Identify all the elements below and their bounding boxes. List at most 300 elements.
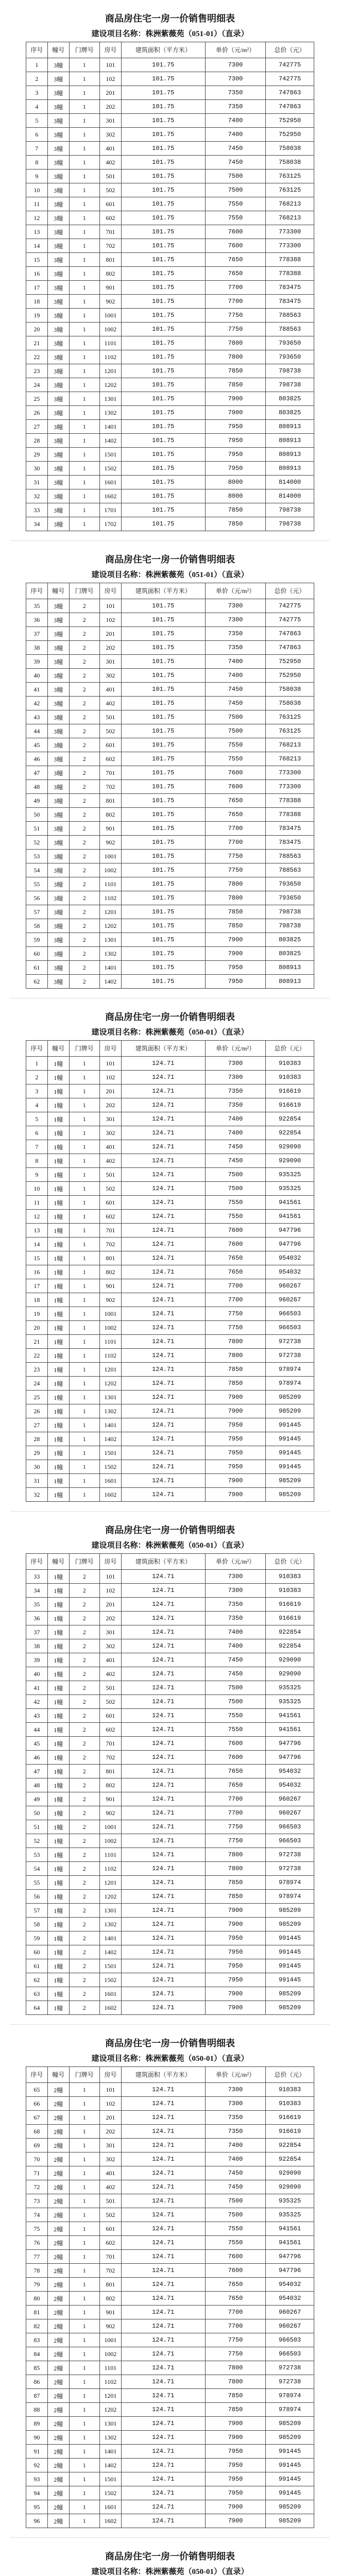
table-cell: 1 [69,2125,99,2139]
table-row [26,225,314,239]
table-cell: 1 [69,1238,99,1251]
table-cell: 101.75 [121,738,205,752]
table-cell: 758038 [266,156,314,170]
table-cell: 7750 [205,863,265,877]
table-cell: 30 [26,1460,48,1474]
table-cell: 3幢 [47,752,69,766]
table-cell: 1 [69,239,99,253]
table-cell: 101.75 [121,503,205,517]
table-row [26,933,314,947]
table-cell: 2幢 [47,2486,69,2500]
column-header: 门牌号 [69,1554,99,1570]
table-row [26,1474,314,1488]
table-row [26,1806,314,1820]
table-cell: 46 [26,1751,48,1765]
table-cell: 3幢 [47,225,69,239]
table-cell: 61 [26,1959,48,1973]
table-cell: 124.71 [121,1695,205,1709]
table-cell: 702 [99,2264,121,2278]
table-cell: 768213 [266,752,314,766]
table-cell: 3幢 [47,905,69,919]
table-cell: 44 [26,1723,48,1737]
table-cell: 201 [99,86,121,100]
table-cell: 12 [26,211,48,225]
table-cell: 101.75 [121,156,205,170]
table-row [26,1377,314,1391]
table-cell: 83 [26,2333,48,2347]
table-cell: 1幢 [47,1848,69,1862]
table-cell: 401 [99,683,121,697]
table-cell: 2 [69,891,99,905]
table-cell: 124.71 [121,2292,205,2306]
table-cell: 124.71 [121,1862,205,1876]
table-row [26,281,314,295]
table-row [26,1363,314,1377]
table-cell: 124.71 [121,1488,205,1502]
table-cell: 101.75 [121,142,205,156]
table-cell: 25 [26,1391,48,1404]
table-row [26,1584,314,1598]
sheet-divider [10,1502,330,1512]
table-cell: 960267 [266,2306,314,2319]
table-cell: 1401 [99,1931,121,1945]
table-cell: 7400 [205,1126,265,1140]
table-cell: 7300 [205,58,265,72]
table-cell: 7650 [205,1765,265,1778]
table-cell: 1 [69,392,99,406]
table-cell: 41 [26,1681,48,1695]
table-cell: 124.71 [121,1709,205,1723]
table-cell: 124.71 [121,1251,205,1265]
table-cell: 124.71 [121,2500,205,2514]
column-header: 总价（元） [266,1041,314,1057]
table-cell: 1幢 [47,1695,69,1709]
table-cell: 7450 [205,697,265,710]
table-cell: 991445 [266,2472,314,2486]
table-cell: 54 [26,1862,48,1876]
table-cell: 916619 [266,1098,314,1112]
table-cell: 985209 [266,1391,314,1404]
table-row [26,1945,314,1959]
table-cell: 1幢 [47,1154,69,1168]
sheet-title: 商品房住宅一房一价销售明细表 [105,1012,235,1022]
table-cell: 1 [69,2347,99,2361]
table-row [26,1625,314,1639]
table-cell: 7950 [205,462,265,476]
table-cell: 1幢 [47,1625,69,1639]
column-header: 房号 [99,583,121,599]
table-cell: 1幢 [47,1681,69,1695]
table-cell: 1 [69,1404,99,1418]
table-cell: 82 [26,2319,48,2333]
table-cell: 7900 [205,1474,265,1488]
table-cell: 7700 [205,2319,265,2333]
table-cell: 102 [99,72,121,86]
table-row [26,1598,314,1612]
table-cell: 3幢 [47,655,69,669]
table-cell: 502 [99,2208,121,2222]
table-cell: 124.71 [121,1363,205,1377]
table-cell: 768213 [266,738,314,752]
table-row [26,2264,314,2278]
table-cell: 7850 [205,1890,265,1904]
table-cell: 79 [26,2278,48,2292]
table-cell: 1幢 [47,1945,69,1959]
table-cell: 7750 [205,1321,265,1335]
table-cell: 3幢 [47,863,69,877]
table-cell: 124.71 [121,2236,205,2250]
table-cell: 801 [99,794,121,808]
table-cell: 1 [69,2208,99,2222]
table-cell: 3幢 [47,836,69,850]
table-cell: 773300 [266,225,314,239]
table-cell: 1 [69,1363,99,1377]
table-cell: 101.75 [121,170,205,183]
table-cell: 7900 [205,947,265,961]
table-row [26,1084,314,1098]
table-cell: 1 [69,1391,99,1404]
table-cell: 124.71 [121,1876,205,1890]
table-cell: 301 [99,2139,121,2153]
table-cell: 7650 [205,794,265,808]
column-header: 总价（元） [266,2067,314,2083]
table-cell: 1 [69,2111,99,2125]
column-header: 门牌号 [69,42,99,58]
table-cell: 2 [69,1598,99,1612]
table-cell: 201 [99,2111,121,2125]
table-cell: 2 [69,1945,99,1959]
table-cell: 7800 [205,350,265,364]
table-cell: 966503 [266,1820,314,1834]
table-cell: 63 [26,1987,48,2001]
table-cell: 742775 [266,72,314,86]
table-row [26,2333,314,2347]
table-cell: 929090 [266,1667,314,1681]
price-table [26,42,314,531]
column-header: 单价（元/m²） [205,42,265,58]
table-row [26,489,314,503]
table-cell: 1幢 [47,1140,69,1154]
table-cell: 1幢 [47,1307,69,1321]
table-row [26,2500,314,2514]
table-cell: 1 [69,1140,99,1154]
table-cell: 7550 [205,197,265,211]
table-cell: 1幢 [47,2001,69,2015]
table-cell: 742775 [266,599,314,613]
table-row [26,72,314,86]
table-cell: 47 [26,1765,48,1778]
table-cell: 124.71 [121,1210,205,1224]
price-sheet [26,0,314,531]
table-cell: 902 [99,295,121,309]
table-cell: 7650 [205,253,265,267]
table-cell: 124.71 [121,1168,205,1182]
table-cell: 1 [69,2403,99,2417]
table-cell: 3幢 [47,336,69,350]
table-cell: 3幢 [47,128,69,142]
table-cell: 910383 [266,2097,314,2111]
table-cell: 1201 [99,2389,121,2403]
table-cell: 1 [69,2500,99,2514]
table-cell: 947796 [266,1751,314,1765]
table-cell: 92 [26,2459,48,2472]
table-cell: 18 [26,295,48,309]
table-cell: 1 [69,1446,99,1460]
table-cell: 960267 [266,1806,314,1820]
table-cell: 1 [69,1474,99,1488]
table-cell: 2 [69,794,99,808]
table-cell: 3幢 [47,517,69,531]
table-cell: 985209 [266,2514,314,2528]
table-row [26,1612,314,1625]
table-cell: 1幢 [47,1126,69,1140]
table-cell: 201 [99,627,121,641]
table-cell: 124.71 [121,2180,205,2194]
table-row [26,1987,314,2001]
table-cell: 101.75 [121,905,205,919]
table-cell: 1 [69,2250,99,2264]
table-row [26,850,314,863]
table-cell: 8000 [205,489,265,503]
table-cell: 808913 [266,420,314,434]
table-cell: 2幢 [47,2417,69,2431]
table-cell: 22 [26,350,48,364]
table-cell: 58 [26,1918,48,1931]
table-cell: 80 [26,2292,48,2306]
table-cell: 101.75 [121,128,205,142]
table-cell: 768213 [266,211,314,225]
table-cell: 59 [26,933,48,947]
table-cell: 802 [99,1778,121,1792]
table-cell: 124.71 [121,1973,205,1987]
table-cell: 814000 [266,476,314,489]
table-cell: 101.75 [121,919,205,933]
table-cell: 991445 [266,1460,314,1474]
table-cell: 802 [99,808,121,822]
table-row [26,794,314,808]
table-cell: 2幢 [47,2514,69,2528]
table-row [26,1778,314,1792]
table-cell: 2 [69,1959,99,1973]
table-cell: 1幢 [47,1377,69,1391]
table-cell: 1 [69,142,99,156]
table-cell: 985209 [266,1488,314,1502]
table-cell: 991445 [266,1973,314,1987]
table-row [26,710,314,724]
table-cell: 21 [26,336,48,350]
table-cell: 40 [26,669,48,683]
table-cell: 935325 [266,1681,314,1695]
table-cell: 954032 [266,1778,314,1792]
table-row [26,350,314,364]
sheet-title: 商品房住宅一房一价销售明细表 [105,2551,235,2562]
table-cell: 978974 [266,1377,314,1391]
table-cell: 7450 [205,1667,265,1681]
table-row [26,808,314,822]
column-header: 序号 [26,42,48,58]
table-cell: 2幢 [47,2306,69,2319]
table-cell: 1幢 [47,1418,69,1432]
table-cell: 7700 [205,1792,265,1806]
table-cell: 2 [69,1918,99,1931]
table-cell: 23 [26,1363,48,1377]
table-cell: 73 [26,2194,48,2208]
table-row [26,2222,314,2236]
table-cell: 7750 [205,309,265,323]
table-cell: 941561 [266,1196,314,1210]
table-cell: 7750 [205,2333,265,2347]
table-cell: 1幢 [47,1598,69,1612]
table-cell: 7900 [205,2514,265,2528]
table-cell: 3幢 [47,961,69,975]
table-cell: 1 [69,267,99,281]
table-cell: 101.75 [121,281,205,295]
table-cell: 124.71 [121,1612,205,1625]
table-cell: 1 [69,1196,99,1210]
table-cell: 101 [99,2083,121,2097]
table-cell: 45 [26,1737,48,1751]
table-cell: 124.71 [121,1057,205,1071]
table-cell: 901 [99,1279,121,1293]
table-cell: 50 [26,808,48,822]
table-cell: 53 [26,1848,48,1862]
table-cell: 2 [69,1765,99,1778]
table-cell: 1 [69,211,99,225]
table-row [26,669,314,683]
table-cell: 7900 [205,406,265,420]
table-row [26,1224,314,1238]
table-cell: 758038 [266,142,314,156]
table-cell: 124.71 [121,1584,205,1598]
table-cell: 1 [69,1460,99,1474]
table-cell: 7900 [205,1391,265,1404]
table-cell: 3幢 [47,669,69,683]
table-cell: 7950 [205,2445,265,2459]
table-cell: 1301 [99,1391,121,1404]
table-row [26,2459,314,2472]
table-cell: 124.71 [121,1182,205,1196]
table-cell: 124.71 [121,2097,205,2111]
project-name: 建设项目名称：株洲紫薇苑（050-01）（直录） [91,2055,249,2063]
table-cell: 124.71 [121,2001,205,2015]
table-cell: 2幢 [47,2097,69,2111]
table-cell: 1301 [99,2417,121,2431]
table-cell: 1102 [99,891,121,905]
table-row [26,2139,314,2153]
table-cell: 1幢 [47,1709,69,1723]
table-cell: 1幢 [47,1904,69,1918]
table-row [26,752,314,766]
table-row [26,1959,314,1973]
table-cell: 202 [99,1098,121,1112]
table-row [26,1653,314,1667]
table-cell: 773300 [266,239,314,253]
table-cell: 1202 [99,1377,121,1391]
table-cell: 929090 [266,2166,314,2180]
table-row [26,448,314,462]
table-cell: 7750 [205,850,265,863]
table-row [26,517,314,531]
table-cell: 1001 [99,1820,121,1834]
table-cell: 7500 [205,1695,265,1709]
table-cell: 57 [26,905,48,919]
table-cell: 3幢 [47,933,69,947]
table-cell: 7950 [205,1931,265,1945]
table-cell: 36 [26,1612,48,1625]
table-row [26,1112,314,1126]
table-cell: 124.71 [121,1071,205,1084]
table-row [26,919,314,933]
table-cell: 124.71 [121,1238,205,1251]
table-cell: 124.71 [121,1377,205,1391]
table-cell: 60 [26,1945,48,1959]
table-cell: 7500 [205,170,265,183]
table-cell: 2 [69,1695,99,1709]
table-cell: 7650 [205,1778,265,1792]
table-cell: 7950 [205,1432,265,1446]
table-cell: 954032 [266,1251,314,1265]
table-cell: 7300 [205,1584,265,1598]
table-cell: 1 [26,1057,48,1071]
table-cell: 7400 [205,114,265,128]
table-cell: 24 [26,1377,48,1391]
table-cell: 3幢 [47,710,69,724]
table-cell: 1101 [99,2361,121,2375]
table-cell: 501 [99,170,121,183]
table-cell: 1202 [99,378,121,392]
table-cell: 17 [26,1279,48,1293]
table-cell: 7400 [205,2139,265,2153]
table-cell: 101.75 [121,323,205,336]
table-cell: 124.71 [121,2083,205,2097]
table-cell: 3幢 [47,170,69,183]
table-cell: 33 [26,503,48,517]
table-cell: 922854 [266,2153,314,2166]
table-cell: 3幢 [47,239,69,253]
table-cell: 802 [99,1265,121,1279]
table-cell: 1202 [99,2403,121,2417]
table-cell: 991445 [266,1945,314,1959]
table-cell: 2幢 [47,2292,69,2306]
table-cell: 954032 [266,1765,314,1778]
table-cell: 101.75 [121,877,205,891]
table-cell: 602 [99,1723,121,1737]
table-cell: 101.75 [121,406,205,420]
table-cell: 7700 [205,836,265,850]
table-cell: 2 [69,961,99,975]
table-cell: 1 [69,378,99,392]
table-cell: 1201 [99,1876,121,1890]
table-row [26,2278,314,2292]
table-cell: 7350 [205,1598,265,1612]
table-cell: 56 [26,891,48,905]
table-cell: 742775 [266,58,314,72]
table-cell: 1602 [99,1488,121,1502]
column-header: 房号 [99,42,121,58]
table-cell: 1 [69,281,99,295]
table-cell: 7500 [205,183,265,197]
table-cell: 124.71 [121,1904,205,1918]
table-cell: 101.75 [121,780,205,794]
table-cell: 29 [26,448,48,462]
table-cell: 2 [69,697,99,710]
table-cell: 2 [69,627,99,641]
table-cell: 1702 [99,517,121,531]
column-header: 门牌号 [69,2067,99,2083]
table-cell: 991445 [266,1446,314,1460]
table-cell: 2 [69,1612,99,1625]
table-cell: 7900 [205,1404,265,1418]
